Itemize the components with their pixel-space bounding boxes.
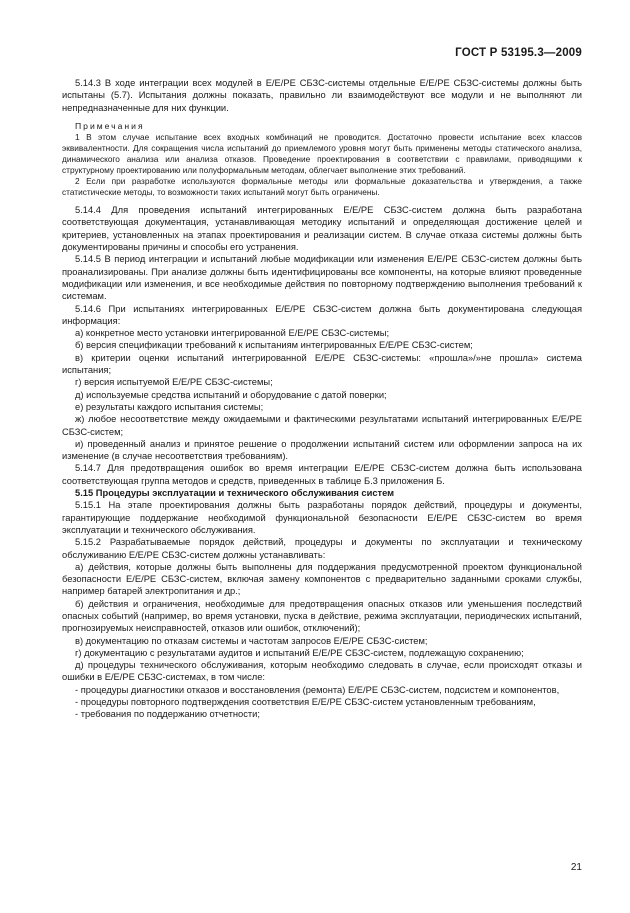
paragraph-5-14-5: 5.14.5 В период интеграции и испытаний любые модификации или изменения Е/Е/РЕ СБЗС-систем должны быть проанализированы. При анализе должны быть идентифицированы все компоненты, на которые влияют проведенные модификации или изменения, и все необходимые действия по повторному подтверждению выполнения требований к системам.: [62, 254, 582, 302]
dash-item-diagnostics: - процедуры диагностики отказов и восстановления (ремонта) Е/Е/РЕ СБЗС-систем, подсистем и компонентов,: [75, 684, 560, 695]
section-heading-5-15: 5.15 Процедуры эксплуатации и технического обслуживания систем: [75, 488, 395, 499]
notes-title: Примечания: [75, 120, 145, 131]
list-item-v: в) критерии оценки испытаний интегрированной Е/Е/РЕ СБЗС-системы: «прошла»/»не прошла» система испытания;: [62, 352, 582, 376]
list-item-b-2: б) действия и ограничения, необходимые для предотвращения опасных отказов или уменьшения последствий опасных событий (например, во время установки, пуска в действие, режима эксплуатации, периодических испытаний, прогнозируемых неисправностей, отказов или ошибок, отключений);: [62, 598, 582, 634]
list-item-b: б) версия спецификации требований к испытаниям интегрированных Е/Е/РЕ СБЗС-систем;: [75, 340, 473, 351]
paragraph-5-14-7: 5.14.7 Для предотвращения ошибок во время интеграции Е/Е/РЕ СБЗС-систем должна быть использована соответствующая группа методов и средств, приведенных в таблице Б.3 приложения Б.: [62, 463, 582, 486]
page-body: [62, 77, 582, 721]
paragraph-5-14-6: 5.14.6 При испытаниях интегрированных Е/Е/РЕ СБЗС-систем должна быть документирована следующая информация:: [62, 303, 582, 326]
page-number: 21: [570, 862, 582, 873]
list-item-d-2: д) процедуры технического обслуживания, которым необходимо следовать в случае, если происходят отказы и ошибки в Е/Е/РЕ СБЗС-системах, в том числе:: [62, 660, 582, 683]
list-item-e: е) результаты каждого испытания системы;: [75, 401, 264, 412]
note-2: 2 Если при разработке используются формальные методы или формальные доказательства и утверждения, а также статистические методы, то возможности таких испытаний могут быть ограничены.: [62, 176, 582, 198]
list-item-i: и) проведенный анализ и принятое решение о продолжении испытаний систем или оформлении запроса на их изменение (в случае несоответствия требованиям).: [62, 438, 582, 462]
list-item-d: д) используемые средства испытаний и оборудование с датой поверки;: [75, 389, 387, 400]
note-1: 1 В этом случае испытание всех входных комбинаций не проводится. Достаточно провести испытание всех классов эквивалентности. Для сокращения числа испытаний до приемлемого уровня могут быть применены методы статического анализа, динамического анализа или анализа отказов. Проведение проектирования в соответствии с правилами, приводящими к структурному проектированию или полуформальным методам, облегчает выполнение этих требований.: [62, 132, 582, 176]
paragraph-5-14-4: 5.14.4 Для проведения испытаний интегрированных Е/Е/РЕ СБЗС-систем должна быть разработана соответствующая документация, устанавливающая методику испытаний и определяющая достижение целей и критериев, установленных на этапах проектирования и реализации систем. В случае отказа системы должны быть документированы причины и способы его устранения.: [62, 205, 582, 253]
dash-item-reporting: - требования по поддержанию отчетности;: [75, 709, 260, 720]
list-item-a: а) конкретное место установки интегрированной Е/Е/РЕ СБЗС-системы;: [75, 328, 390, 339]
list-item-zh: ж) любое несоответствие между ожидаемыми и фактическими результатами испытаний интегрированных Е/Е/РЕ СБЗС-систем;: [62, 414, 582, 437]
list-item-v-2: в) документацию по отказам системы и частотам запросов Е/Е/РЕ СБЗС-систем;: [75, 635, 428, 646]
list-item-g-2: г) документацию с результатами аудитов и испытаний Е/Е/РЕ СБЗС-систем, подлежащую сохранению;: [75, 647, 524, 658]
paragraph-5-15-1: 5.15.1 На этапе проектирования должны быть разработаны порядок действий, процедуры и документы, гарантирующие поддержание необходимой функциональной безопасности Е/Е/РЕ СБЗС-систем во время эксплуатации и технического обслуживания.: [62, 500, 582, 535]
paragraph-5-14-3: 5.14.3 В ходе интеграции всех модулей в Е/Е/РЕ СБЗС-системы отдельные Е/Е/РЕ СБЗС-системы должны быть испытаны (5.7). Испытания должны показать, правильно ли взаимодействуют все модули и не выполняют ли непредназначенные для них функции.: [62, 78, 582, 113]
list-item-g: г) версия испытуемой Е/Е/РЕ СБЗС-системы;: [75, 377, 273, 388]
document-id: ГОСТ Р 53195.3—2009: [455, 47, 582, 59]
dash-item-revalidation: - процедуры повторного подтверждения соответствия Е/Е/РЕ СБЗС-систем установленным требованиям,: [75, 697, 536, 708]
list-item-a-2: а) действия, которые должны быть выполнены для поддержания предусмотренной проектом функциональной безопасности Е/Е/РЕ СБЗС-систем, включая замену компонентов с предварительно заданными сроками службы, например батарей электропитания и др.;: [62, 561, 582, 597]
paragraph-5-15-2: 5.15.2 Разрабатываемые порядок действий, процедуры и документы по эксплуатации и техническому обслуживанию Е/Е/РЕ СБЗС-систем должны устанавливать:: [62, 537, 582, 560]
